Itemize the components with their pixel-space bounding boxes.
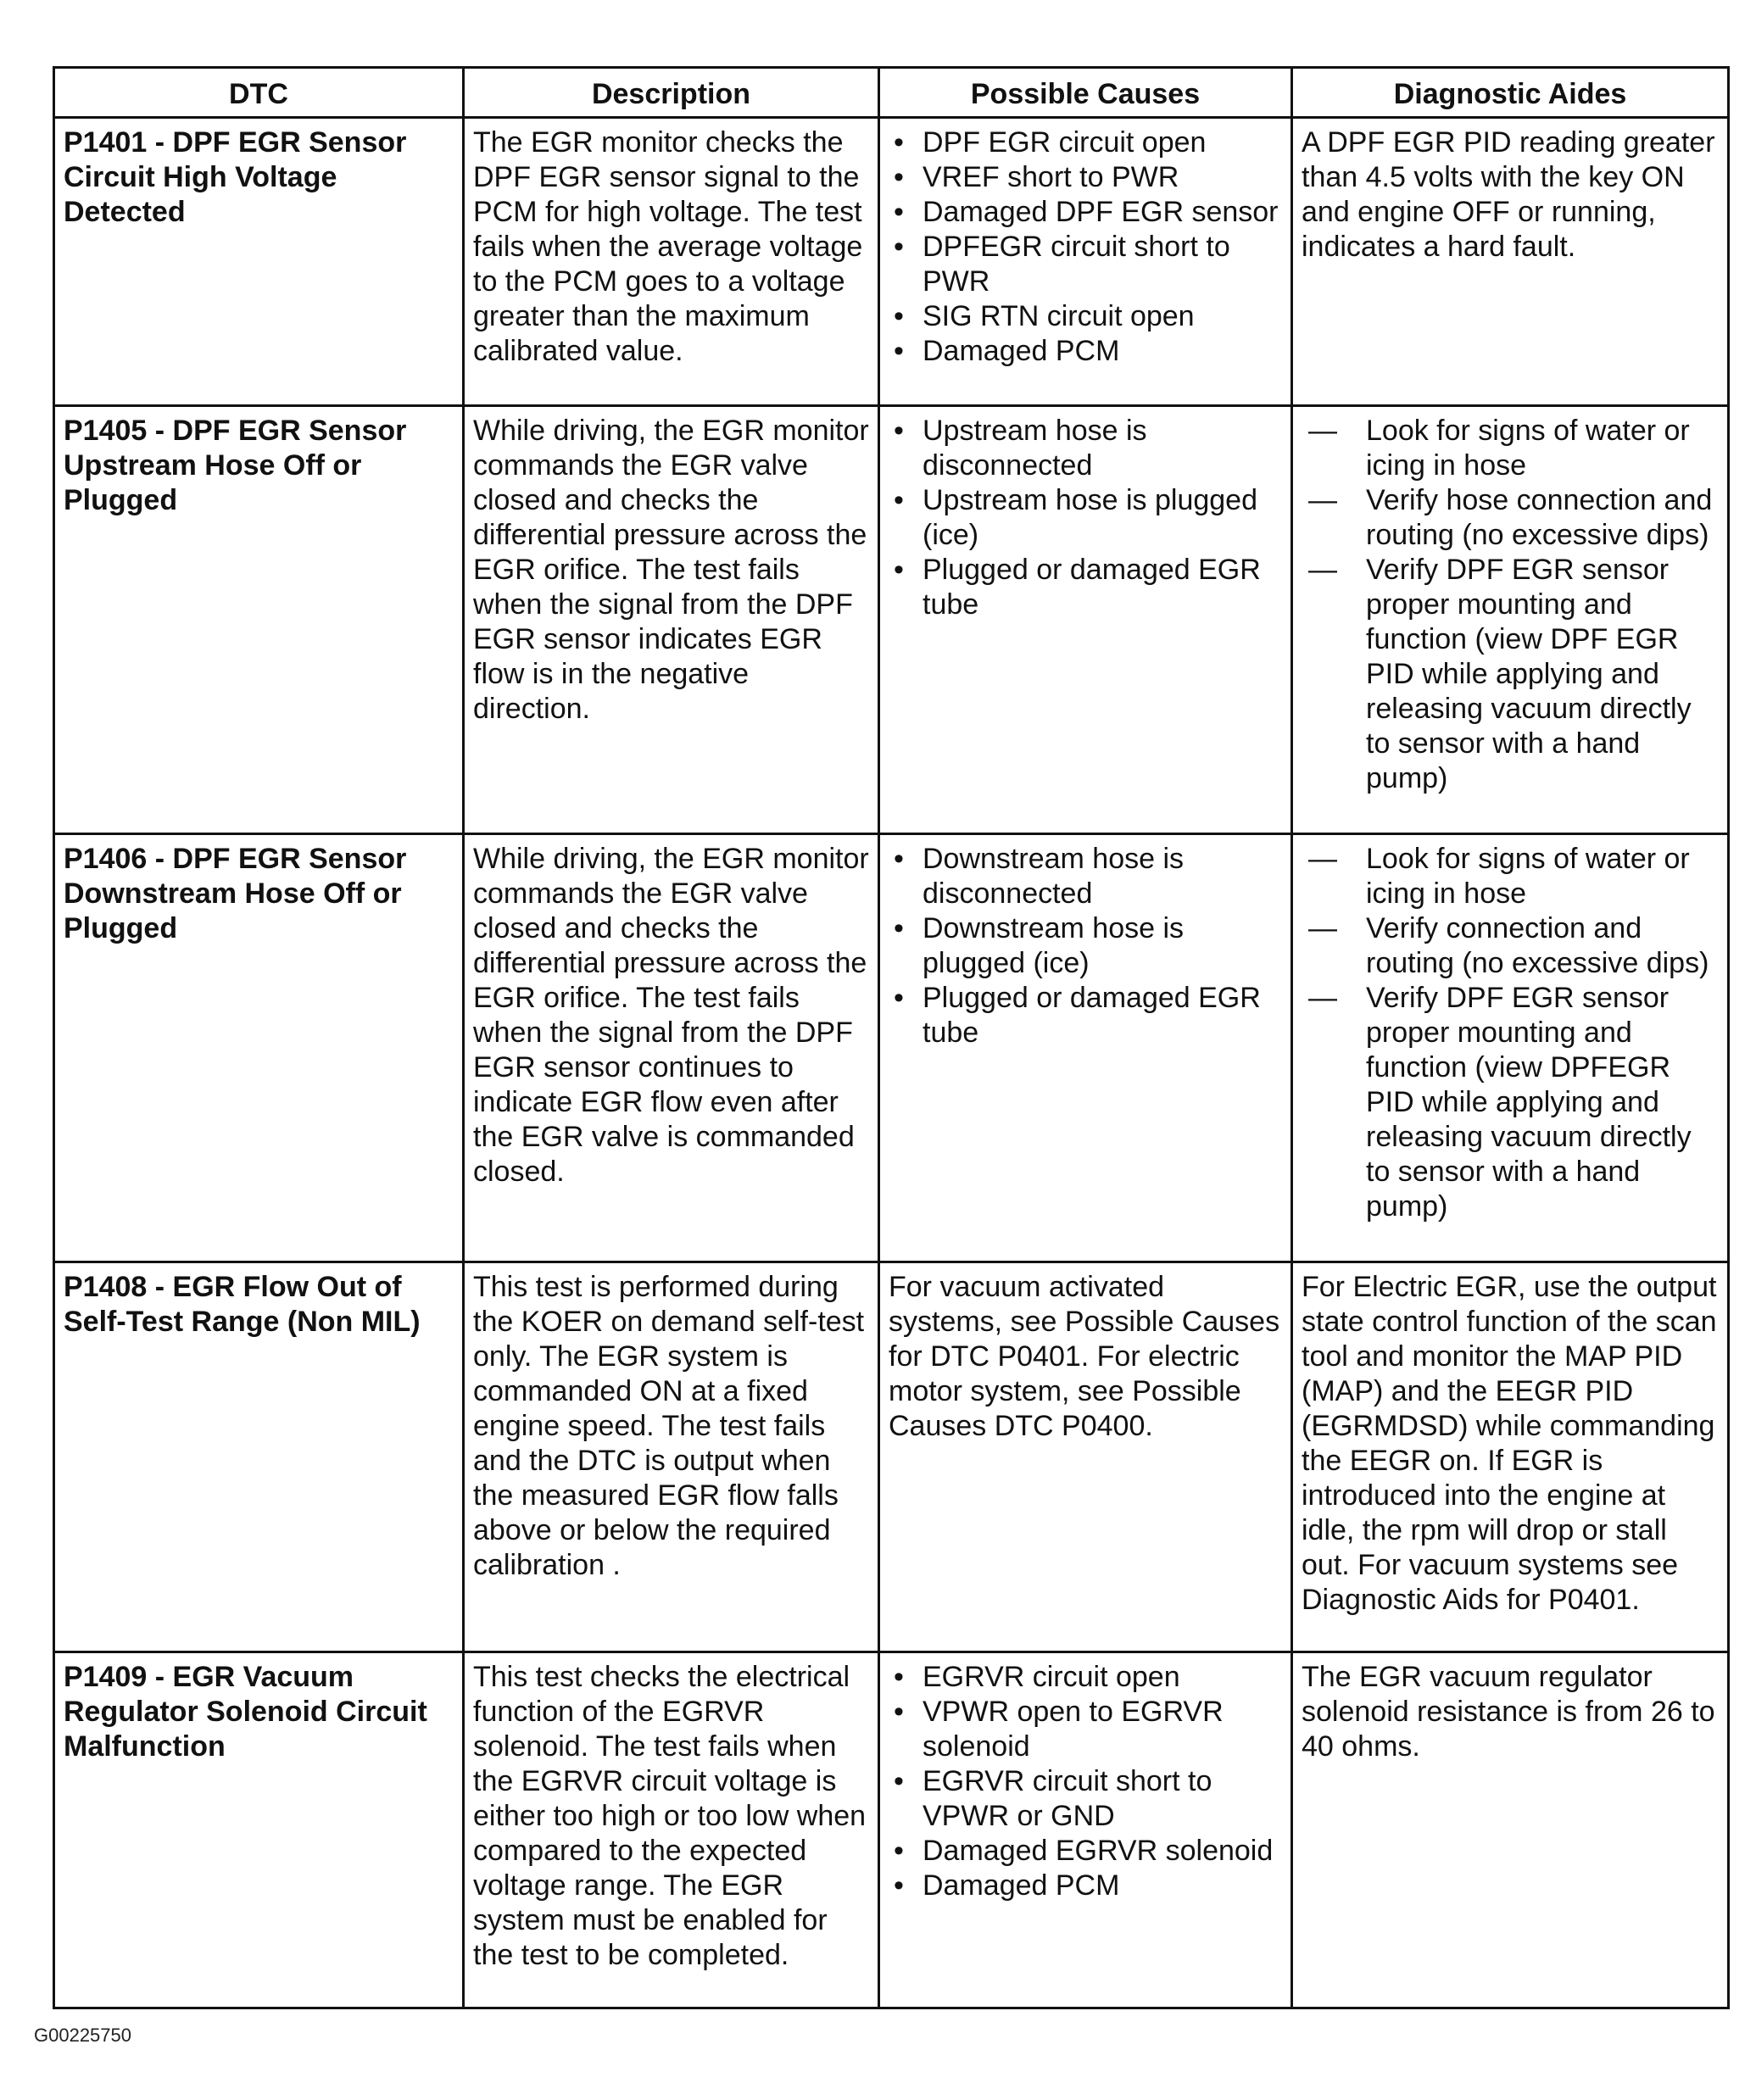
description-cell: While driving, the EGR monitor commands the EGR valve closed and checks the differential pressure across the EGR orifice. The test fails when the signal from the DPF EGR sensor indicates EGR flow is in the negative direction.	[464, 406, 879, 834]
list-item: • EGRVR circuit open	[889, 1660, 1282, 1695]
list-item: • Damaged EGRVR solenoid	[889, 1834, 1282, 1869]
dtc-table	[53, 66, 1730, 2009]
aides-cell	[1292, 406, 1729, 834]
list-item: • Upstream hose is disconnected	[889, 414, 1282, 483]
causes-cell	[879, 1652, 1292, 2008]
description-cell: While driving, the EGR monitor commands the EGR valve closed and checks the differential pressure across the EGR orifice. The test fails when the signal from the DPF EGR sensor continues to indicate EGR flow even after the EGR valve is commanded closed.	[464, 834, 879, 1262]
list-item: — Look for signs of water or icing in hose	[1302, 842, 1719, 911]
causes-list	[889, 1660, 1282, 1903]
list-item: • VPWR open to EGRVR solenoid	[889, 1695, 1282, 1764]
description-cell: This test is performed during the KOER on demand self-test only. The EGR system is commanded ON at a fixed engine speed. The test fails and the DTC is output when the measured EGR flow falls above or below the required calibration .	[464, 1262, 879, 1652]
aides-cell	[1292, 834, 1729, 1262]
dtc-cell: P1401 - DPF EGR Sensor Circuit High Voltage Detected	[54, 118, 464, 406]
table-row	[54, 1262, 1729, 1652]
header-row	[54, 68, 1729, 118]
list-item: • VREF short to PWR	[889, 160, 1282, 195]
list-item: • Downstream hose is disconnected	[889, 842, 1282, 911]
table-row	[54, 834, 1729, 1262]
dtc-cell: P1406 - DPF EGR Sensor Downstream Hose Off or Plugged	[54, 834, 464, 1262]
list-item: — Verify connection and routing (no excessive dips)	[1302, 911, 1719, 981]
list-item: — Look for signs of water or icing in hose	[1302, 414, 1719, 483]
list-item: • Plugged or damaged EGR tube	[889, 553, 1282, 622]
header-possible-causes: Possible Causes	[879, 68, 1292, 118]
aides-cell: A DPF EGR PID reading greater than 4.5 volts with the key ON and engine OFF or running, indicates a hard fault.	[1292, 118, 1729, 406]
header-description: Description	[464, 68, 879, 118]
figure-id-label: G00225750	[34, 2025, 131, 2046]
list-item: • Damaged DPF EGR sensor	[889, 195, 1282, 230]
aides-list	[1302, 414, 1719, 796]
causes-list	[889, 842, 1282, 1050]
causes-cell	[879, 406, 1292, 834]
list-item: • Plugged or damaged EGR tube	[889, 981, 1282, 1050]
list-item: — Verify DPF EGR sensor proper mounting and function (view DPF EGR PID while applying and releasing vacuum directly to sensor with a hand pump)	[1302, 553, 1719, 796]
header-dtc: DTC	[54, 68, 464, 118]
description-cell: This test checks the electrical function of the EGRVR solenoid. The test fails when the EGRVR circuit voltage is either too high or too low when compared to the expected voltage range. The EGR system must be enabled for the test to be completed.	[464, 1652, 879, 2008]
list-item: • Damaged PCM	[889, 334, 1282, 369]
list-item: — Verify hose connection and routing (no excessive dips)	[1302, 483, 1719, 553]
list-item: — Verify DPF EGR sensor proper mounting and function (view DPFEGR PID while applying and releasing vacuum directly to sensor with a hand pump)	[1302, 981, 1719, 1224]
causes-list	[889, 414, 1282, 622]
list-item: • EGRVR circuit short to VPWR or GND	[889, 1764, 1282, 1834]
list-item: • Damaged PCM	[889, 1869, 1282, 1903]
list-item: • Upstream hose is plugged (ice)	[889, 483, 1282, 553]
list-item: • DPF EGR circuit open	[889, 125, 1282, 160]
list-item: • SIG RTN circuit open	[889, 299, 1282, 334]
list-item: • DPFEGR circuit short to PWR	[889, 230, 1282, 299]
aides-cell: For Electric EGR, use the output state control function of the scan tool and monitor the MAP PID (MAP) and the EEGR PID (EGRMDSD) while commanding the EEGR on. If EGR is introduced into the engine at idle, the rpm will drop or stall out. For vacuum systems see Diagnostic Aids for P0401.	[1292, 1262, 1729, 1652]
dtc-cell: P1405 - DPF EGR Sensor Upstream Hose Off or Plugged	[54, 406, 464, 834]
causes-cell: For vacuum activated systems, see Possible Causes for DTC P0401. For electric motor system, see Possible Causes DTC P0400.	[879, 1262, 1292, 1652]
table-row	[54, 1652, 1729, 2008]
aides-list	[1302, 842, 1719, 1224]
causes-list	[889, 125, 1282, 369]
aides-cell: The EGR vacuum regulator solenoid resistance is from 26 to 40 ohms.	[1292, 1652, 1729, 2008]
dtc-cell: P1409 - EGR Vacuum Regulator Solenoid Circuit Malfunction	[54, 1652, 464, 2008]
table-row	[54, 406, 1729, 834]
description-cell: The EGR monitor checks the DPF EGR sensor signal to the PCM for high voltage. The test fails when the average voltage to the PCM goes to a voltage greater than the maximum calibrated value.	[464, 118, 879, 406]
dtc-cell: P1408 - EGR Flow Out of Self-Test Range (Non MIL)	[54, 1262, 464, 1652]
header-diagnostic-aides: Diagnostic Aides	[1292, 68, 1729, 118]
list-item: • Downstream hose is plugged (ice)	[889, 911, 1282, 981]
causes-cell	[879, 118, 1292, 406]
table-row	[54, 118, 1729, 406]
causes-cell	[879, 834, 1292, 1262]
